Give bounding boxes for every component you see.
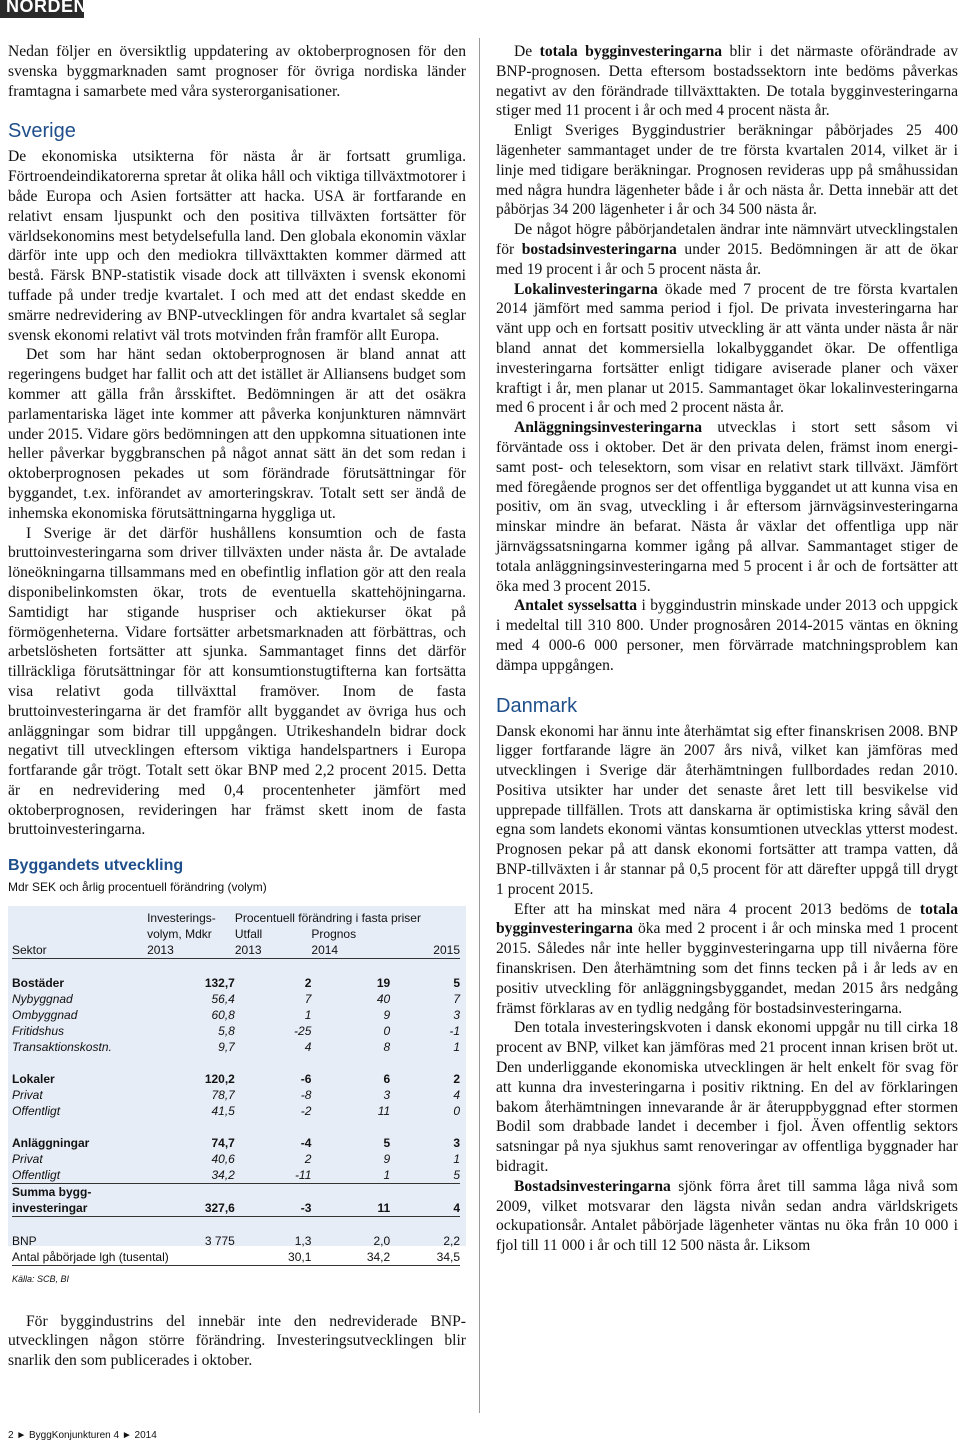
header-2015: 2015 — [390, 942, 460, 959]
header-prognos: Prognos — [311, 926, 357, 941]
intro-paragraph: Nedan följer en översiktlig uppdatering av oktoberprognosen för den svenska byggmarknaden samt prognoser för övriga nordiska länder framtagna i samarbete med våra systerorganisationer. — [8, 43, 466, 100]
right-paragraph-5: Anläggningsinvesteringarna utvecklas i stort sett såsom vi förväntade oss i oktober. Det är den privata delen, främst inom energi- samt post- och telesektorn, som visar en relativt stark tillväxt. Jämfört med föregående prognos ser det offentliga byggandet ut att kunna visa en positiv, om än svag, utveckling i år eftersom järnvägsinvesteringarna minskar mindre än befarat. Nästa år växlar det offentliga upp när järnvägssatsningarna kommer igång på allvar. Sammantaget stiger de totala anläggningsinvesteringarna med 5 procent i år och de fortsätter att öka med 3 procent 2015. — [496, 419, 958, 595]
left-column — [8, 42, 466, 1371]
after-table-paragraph: För byggindustrins del innebär inte den nedreviderade BNP-utvecklingen någon större förändring. Investeringsutvecklingen blir snarlik den som publicerades i oktober. — [8, 1312, 466, 1370]
table-row: Privat 40,6 2 9 1 — [12, 1151, 460, 1166]
table-subtitle: Mdr SEK och årlig procentuell förändring (volym) — [8, 880, 267, 895]
right-paragraph-1: De totala bygginvesteringarna blir i det närmaste oförändrade av BNP-prognosen. Detta eftersom bostadssektorn inte bedöms påverkas negativt av den förändrade tillväxttakten. De totala bygginvesteringarna stiger med 11 procent i år och med 4 procent nästa år. — [496, 43, 958, 120]
danmark-heading: Danmark — [496, 694, 578, 717]
table-row: Offentligt 34,2 -11 1 5 — [12, 1167, 460, 1182]
table-lgh-row: Antal påbörjade lgh (tusental) 30,1 34,2 34,5 — [12, 1249, 460, 1264]
table-row: Bostäder 132,7 2 19 5 — [12, 975, 460, 990]
table-row: Ombyggnad 60,8 1 9 3 — [12, 1007, 460, 1022]
sverige-paragraph-1: De ekonomiska utsikterna för nästa år är fortsatt grumliga. Förtroendeindikatorerna spretar åt olika håll och viktiga tillväxtmotorer i både Europa och Asien fortsätter att hacka. USA är fortfarande en relativt ensam ljuspunkt och den positiva tillväxten fortsätter för världsekonomins mest betydelsefulla land. Den globala ekonomin växlar därför inte upp och den mediokra tillväxttakten kommer därmed att bestå. Färsk BNP-statistik visade dock att tillväxten i svensk ekonomi tuffade på under tredje kvartalet. I och med att det endast skedde en smärre nedrevidering av BNP-utvecklingen för andra kvartalet så seglar svensk ekonomi relativt väl trots motvinden från framför allt Europa. — [8, 148, 466, 344]
header-utfall: Utfall — [234, 926, 263, 941]
right-column — [496, 42, 958, 1256]
danmark-paragraph-1: Dansk ekonomi har ännu inte återhämtat sig efter finanskrisen 2008. BNP ligger fortfarande lägre än 2007 års nivå, vilket kan jämföras med utvecklingen i Sverige där återhämtningen fullbordades redan 2010. Positiva utsikter har under det senaste året lett till besvikelse vid upprepade tillfällen. Trots att danskarna är optimistiska kring såväl den egna som landets ekonomi väntas konsumtionen utvecklas ytterst modest. Prognosen pekar på att dansk ekonomi fortsätter att trampa vatten, då BNP-tillväxten i år stannar på 0,5 procent för att därefter uppgå till drygt 1 procent 2015. — [496, 722, 958, 898]
construction-table — [8, 906, 466, 1290]
header-span: Procentuell förändring i fasta priser — [234, 910, 421, 925]
table-header-row — [12, 926, 460, 942]
table-row: Nybyggnad 56,4 7 40 7 — [12, 991, 460, 1006]
right-paragraph-6: Antalet sysselsatta i byggindustrin minskade under 2013 och uppgick i medeltal till 310 800. Under prognosåren 2014-2015 väntas en ökning med 4 000-6 000 personer, men förvärrade matchningsproblem kan dämpa uppgången. — [496, 597, 959, 674]
danmark-paragraph-2: Efter att ha minskat med nära 4 procent 2013 bedöms de totala bygginvesteringarna öka med 2 procent i år och minska med 1 procent 2015. Således når inte heller bygginvesteringarna upp till nivåerna före finanskrisen. Den återhämtning som det finns tecken på i år leds av en positiv utveckling för anläggningsbyggandet, medan 2015 års nedgång främst förklaras av en tydlig nedgång för bostadsinvesteringarna. — [496, 900, 958, 1017]
column-divider — [479, 38, 480, 1413]
header-volume-a: Investerings- — [147, 910, 216, 925]
table-sum-row: investeringar 327,6 -3 11 4 — [12, 1200, 460, 1215]
table-source: Källa: SCB, BI — [12, 1273, 70, 1284]
sverige-paragraph-3: I Sverige är det därför hushållens konsumtion och de fasta bruttoinvesteringarna som driver tillväxten under nästa år. De avtalade löneökningarna tillsammans med en obefintlig inflation gör att den reala disponibelinkomsten ökar, trots de eventuella skattehöjningarna. Samtidigt har stigande huspriser och aktiekurser ökat på förmögenheterna. Vidare fortsätter arbetsmarknaden att förbättras, och arbetslösheten fortsätter att sjunka. Sammantaget finns det därför tillräckliga förutsättningar för att konsumtionstugtifterna kan fortsätta visa relativt goda tillväxttal framöver. Inom de fasta bruttoinvesteringarna är det framför allt byggandet av övriga hus och anläggningar som bidrar till uppgången. Utrikeshandeln bidrar dock negativt till utvecklingen eftersom viktiga handelspartners i Europa fortfarande går trögt. Totalt sett ökar BNP med 2,2 procent 2015. Detta är en nedrevidering med 0,4 procentenheter jämfört med oktoberprognosen, revideringen har främst skett inom de fasta bruttoinvesteringarna. — [8, 524, 466, 839]
table-row: Offentligt 41,5 -2 11 0 — [12, 1103, 460, 1118]
header-volume-c: 2013 — [147, 942, 235, 959]
danmark-paragraph-4: Bostadsinvesteringarna sjönk förra året till samma låga nivå som 2009, vilket motsvarar den lägsta nivån sedan andra världskrigets ockupationsår. Antalet påbörjade lägenheter väntas nu öka från 10 000 i fjol till 11 000 i år och till 12 500 nästa år. Liksom — [496, 1177, 958, 1255]
section-header-label: NORDEN — [6, 0, 88, 16]
header-2013: 2013 — [235, 942, 312, 959]
header-sektor: Sektor — [12, 942, 147, 959]
sverige-paragraph-2: Det som har hänt sedan oktoberprognosen är bland annat att regeringens budget har fallit och att det istället är Alliansens budget som kommer att gälla från årsskiftet. Bedömningen är att det osäkra parlamentariska läget inte kommer att påverka konjunkturen nämnvärt under 2015. Vidare görs bedömningen att den uppkomna situationen inte heller påverkar byggbranschen på något annat sätt än det som redan i oktoberprognosen pekades ut som förändrade förutsättningar för byggandet, t.ex. införandet av amorteringskrav. Totalt sett ser ändå de inhemska ekonomiska förutsättningarna hyggliga ut. — [8, 346, 466, 522]
table-bnp-row: BNP 3 775 1,3 2,0 2,2 — [12, 1233, 460, 1248]
right-paragraph-4: Lokalinvesteringarna ökade med 7 procent de tre första kvartalen 2014 jämfört med samma period i fjol. De privata investeringarna har vänt upp och en fortsatt positiv utveckling är att vänta under nästa år när bland annat det kommersiella lokalbyggandet ökar. De offentliga investeringarna fortsätter enligt tidigare aviserade planer och växer kraftigt i år, men planar ut 2015. Sammantaget ökar lokalinvesteringarna med 6 procent i år och med 2 procent nästa år. — [496, 280, 958, 417]
header-2014: 2014 — [311, 942, 390, 959]
sverige-heading: Sverige — [8, 120, 76, 143]
right-paragraph-2: Enligt Sveriges Byggindustrier beräkningar påbörjades 25 400 lägenheter sammantaget under de tre första kvartalen 2014, vilket är i linje med tidigare beräkningar. Prognosen revideras upp på småhussidan med några hundra lägenheter både i år och nästa år. Detta innebär att det påbörjas 34 200 lägenheter i år och 34 500 nästa år. — [496, 122, 958, 219]
table-row: Anläggningar 74,7 -4 5 3 — [12, 1135, 460, 1150]
danmark-paragraph-3: Den totala investeringskvoten i dansk ekonomi uppgår nu till cirka 18 procent av BNP, vilket kan jämföras med 21 procent innan krisen bröt ut. Den underliggande ekonomiska utvecklingen är helt enkelt för svag för att kunna dra investeringarna i positiv riktning. En del av förklaringen bakom återhämtningen innevarande år är återuppbyggnad efter stormen Bodil som drabbade landet i december i fjol. Även offentlig sektors satsningar på nya sjukhus samt renoveringar av offentliga byggnader har bidragit. — [496, 1019, 958, 1176]
table-header-row — [12, 942, 460, 959]
section-header — [0, 0, 88, 18]
right-paragraph-3: De något högre påbörjandetalen ändrar inte nämnvärt utvecklingstalen för bostadsinvesteringarna under 2015. Bedömningen är att de ökar med 19 procent i år och 5 procent nästa år. — [496, 221, 958, 278]
table-row: Transaktionskostn. 9,7 4 8 1 — [12, 1039, 460, 1054]
header-volume-b: volym, Mdkr — [147, 926, 212, 941]
table-row: Privat 78,7 -8 3 4 — [12, 1087, 460, 1102]
page-footer: 2 ► ByggKonjunkturen 4 ► 2014 — [8, 1430, 157, 1441]
table-row: Fritidshus 5,8 -25 0 -1 — [12, 1023, 460, 1038]
table-row: Lokaler 120,2 -6 6 2 — [12, 1071, 460, 1086]
table-header-row — [12, 910, 460, 926]
table-sum-row: Summa bygg- — [12, 1184, 92, 1199]
table-title: Byggandets utveckling — [8, 857, 184, 875]
